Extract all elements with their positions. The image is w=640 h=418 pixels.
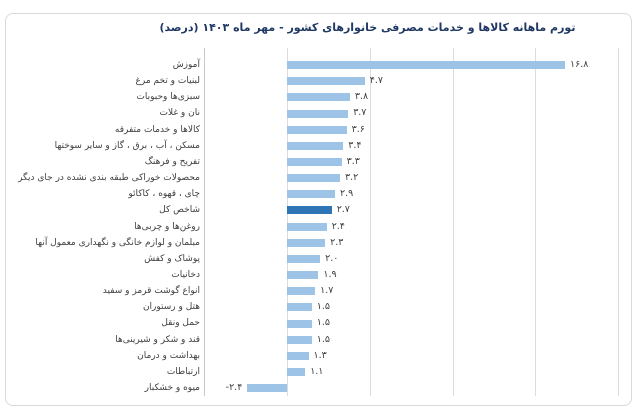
category-label: مبلمان و لوازم خانگی و نگهداری معمول آنها xyxy=(35,237,200,248)
bar xyxy=(287,174,340,182)
bar xyxy=(287,352,309,360)
bar xyxy=(247,384,287,392)
category-label: آموزش xyxy=(172,60,200,70)
category-label: هتل و رستوران xyxy=(142,302,200,313)
value-label: ۳.۳ xyxy=(346,155,360,167)
chart-title: تورم ماهانه کالاها و خدمات مصرفی خانوارهای کشور - مهر ماه ۱۴۰۳ (درصد) xyxy=(159,21,576,34)
bar xyxy=(287,77,365,85)
category-label: تفریح و فرهنگ xyxy=(144,156,200,167)
category-label: محصولات خوراکی طبقه بندی نشده در جای دیگر xyxy=(18,173,200,183)
category-label: روغن‌ها و چربی‌ها xyxy=(134,221,200,232)
bar xyxy=(287,271,318,279)
category-label: پوشاک و کفش xyxy=(144,253,200,264)
value-label: ۱.۷ xyxy=(320,285,334,297)
category-label: مسکن ، آب ، برق ، گاز و سایر سوختها xyxy=(54,140,200,151)
bar xyxy=(287,61,565,69)
value-label: ۱.۵ xyxy=(316,301,331,313)
category-label: بهداشت و درمان xyxy=(137,350,200,361)
bar xyxy=(287,239,325,247)
bar-total-index xyxy=(287,206,332,214)
value-label: ۱۶.۸ xyxy=(570,59,589,70)
value-label: -۲.۴ xyxy=(225,382,243,393)
category-label: شاخص کل xyxy=(159,205,200,216)
bar xyxy=(287,287,315,295)
gridline xyxy=(453,48,454,396)
value-label: ۳.۴ xyxy=(348,139,362,151)
category-label: قند و شکر و شیرینی‌ها xyxy=(115,334,200,345)
value-label: ۲.۳ xyxy=(330,236,344,248)
value-label: ۳.۶ xyxy=(351,123,365,135)
category-label: انواع گوشت قرمز و سفید xyxy=(102,286,200,297)
category-label: ارتباطات xyxy=(166,366,200,377)
category-label: لبنیات و تخم مرغ xyxy=(135,76,200,87)
value-label: ۱.۳ xyxy=(313,349,327,361)
bar xyxy=(287,126,347,134)
value-label: ۱.۵ xyxy=(316,317,331,329)
gridline xyxy=(618,48,619,396)
value-label: ۲.۰ xyxy=(325,252,339,264)
value-label: ۳.۸ xyxy=(354,91,369,103)
bar xyxy=(287,223,327,231)
bar xyxy=(287,368,305,376)
value-label: ۱.۱ xyxy=(310,365,324,377)
category-label: کالاها و خدمات متفرقه xyxy=(114,124,200,135)
value-label: ۳.۲ xyxy=(345,172,359,183)
gridline xyxy=(370,48,371,396)
bar xyxy=(287,142,343,150)
value-label: ۲.۹ xyxy=(340,188,354,200)
gridline xyxy=(535,48,536,396)
value-label: ۱.۵ xyxy=(316,333,331,345)
category-label: دخانیات xyxy=(171,269,200,280)
bar xyxy=(287,190,335,198)
bar xyxy=(287,93,350,101)
value-label: ۲.۷ xyxy=(336,204,350,216)
value-label: ۱.۹ xyxy=(323,268,337,280)
category-label: حمل ونقل xyxy=(161,318,200,329)
bar xyxy=(287,158,342,166)
category-label: میوه و خشکبار xyxy=(144,383,200,393)
bar xyxy=(287,303,312,311)
value-label: ۲.۴ xyxy=(331,220,345,232)
value-label: ۴.۷ xyxy=(369,75,384,87)
value-label: ۳.۷ xyxy=(353,107,367,119)
category-label: چای ، قهوه ، کاکائو xyxy=(128,189,200,200)
category-label: سبزی‌ها وحبوبات xyxy=(136,92,200,103)
bar xyxy=(287,255,320,263)
category-axis-line xyxy=(204,48,205,396)
category-label: نان و غلات xyxy=(159,108,200,119)
bar xyxy=(287,110,348,118)
bar xyxy=(287,320,312,328)
bar xyxy=(287,336,312,344)
